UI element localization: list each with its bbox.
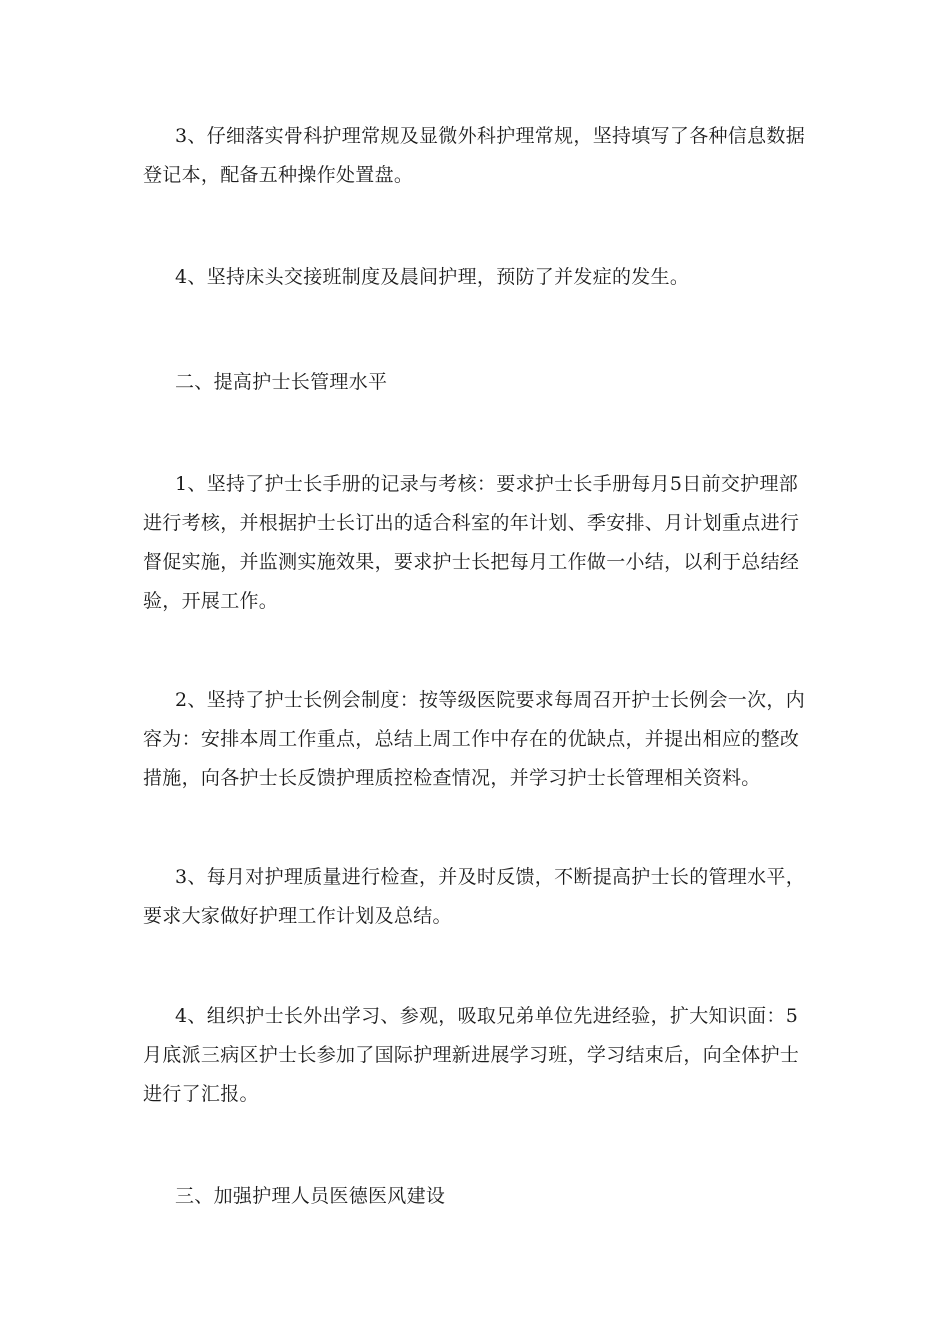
section-heading-3: 三、加强护理人员医德医风建设 — [175, 1185, 446, 1207]
section-heading-2: 二、提高护士长管理水平 — [175, 371, 388, 393]
paragraph-item-3-monthly-inspection: 3、每月对护理质量进行检查，并及时反馈，不断提高护士长的管理水平，要求大家做好护理工作计划及总结。 — [143, 866, 805, 927]
paragraph-item-4-bedside-handover: 4、坚持床头交接班制度及晨间护理，预防了并发症的发生。 — [175, 266, 690, 288]
paragraph-item-1-head-nurse-manual: 1、坚持了护士长手册的记录与考核：要求护士长手册每月5日前交护理部进行考核，并根据护士长订出的适合科室的年计划、季安排、月计划重点进行督促实施，并监测实施效果，要求护士长把每月工作做一小结，以利于总结经验，开展工作。 — [143, 473, 800, 612]
paragraph-item-3-care-routine: 3、仔细落实骨科护理常规及显微外科护理常规，坚持填写了各种信息数据登记本，配备五种操作处置盘。 — [143, 125, 805, 186]
paragraph-item-2-head-nurse-meeting: 2、坚持了护士长例会制度：按等级医院要求每周召开护士长例会一次，内容为：安排本周工作重点，总结上周工作中存在的优缺点，并提出相应的整改措施，向各护士长反馈护理质控检查情况，并学习护士长管理相关资料。 — [143, 689, 805, 789]
paragraph-item-4-external-study: 4、组织护士长外出学习、参观，吸取兄弟单位先进经验，扩大知识面：5月底派三病区护士长参加了国际护理新进展学习班，学习结束后，向全体护士进行了汇报。 — [143, 1005, 800, 1105]
